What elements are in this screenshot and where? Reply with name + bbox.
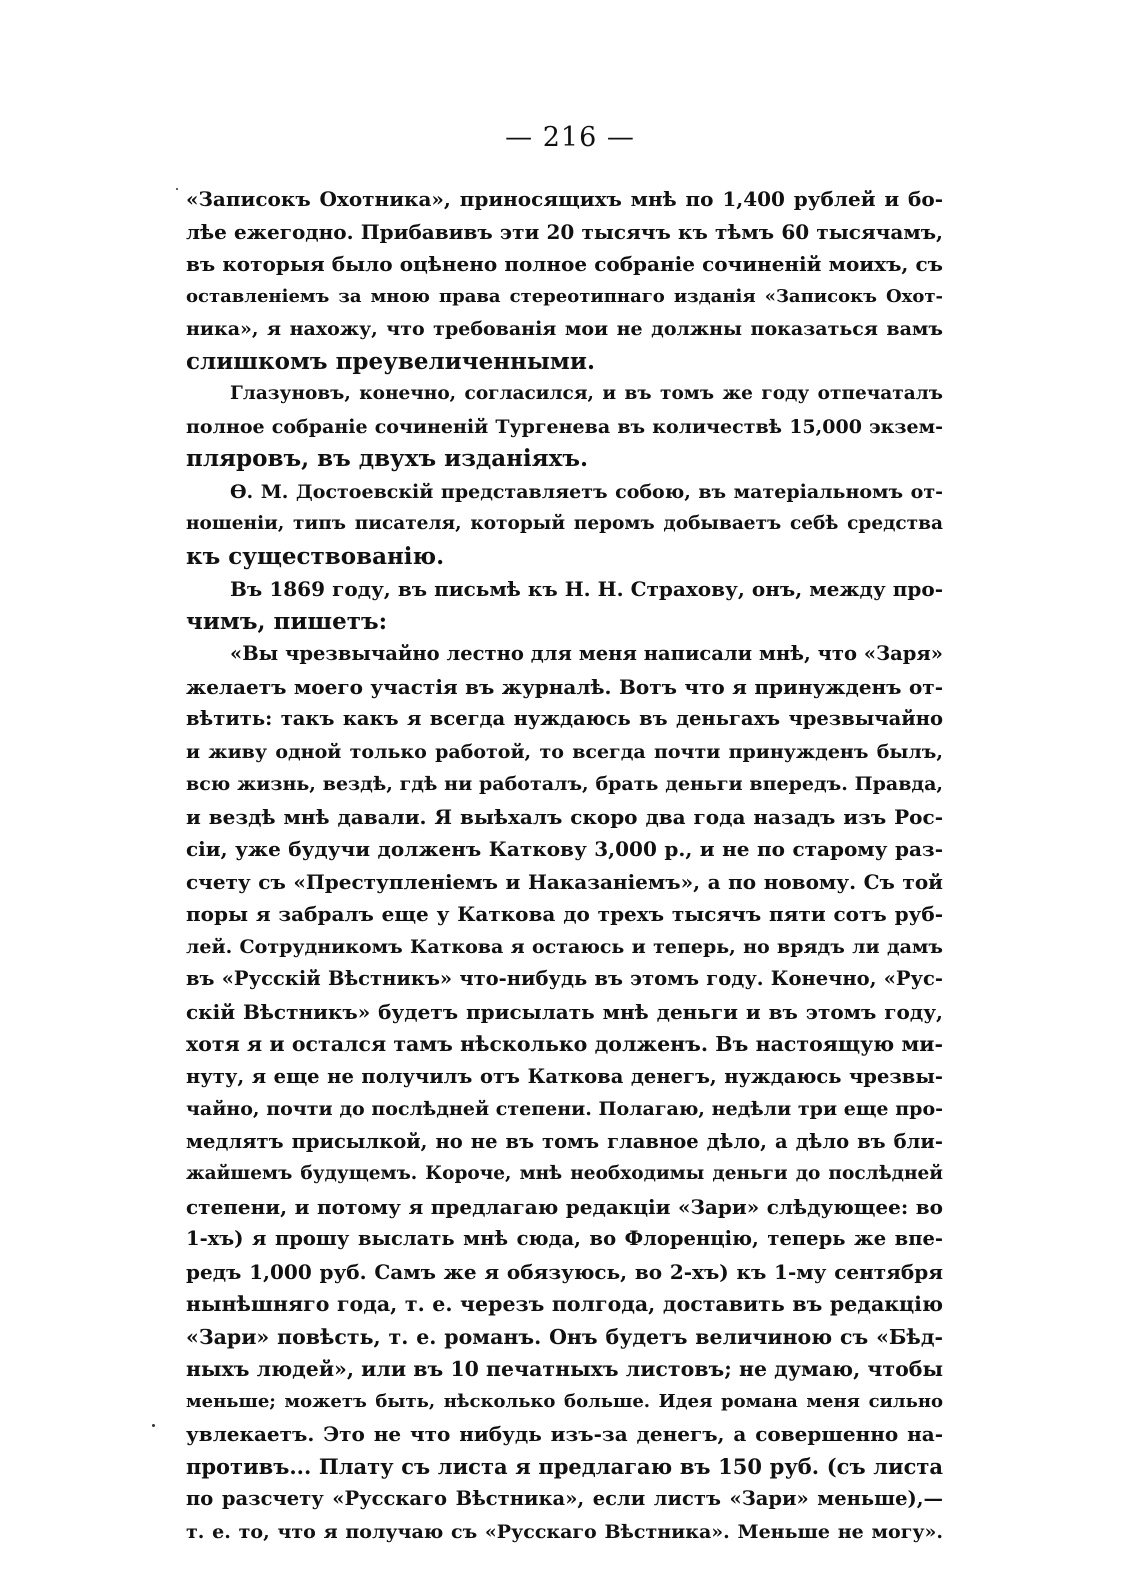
text-line: медлятъ присылкой, но не въ томъ главное дѣло, а дѣло въ бли- xyxy=(186,1129,943,1153)
text-line: ношеніи, типъ писателя, который перомъ добываетъ себѣ средства xyxy=(186,513,943,534)
text-line: вѣтить: такъ какъ я всегда нуждаюсь въ деньгахъ чрезвычайно xyxy=(186,707,943,730)
text-line: лѣе ежегодно. Прибавивъ эти 20 тысячъ къ тѣмъ 60 тысячамъ, xyxy=(186,219,943,244)
body-text xyxy=(186,183,943,1548)
text-line: и вездѣ мнѣ давали. Я выѣхалъ скоро два года назадъ изъ Рос- xyxy=(186,804,943,829)
text-line: увлекаетъ. Это не что нибудь изъ-за денегъ, а совершенно на- xyxy=(186,1422,943,1446)
text-line: полное собраніе сочиненій Тургенева въ количествѣ 15,000 экзем- xyxy=(186,415,943,438)
text-line: меньше; можетъ быть, нѣсколько больше. Идея романа меня сильно xyxy=(186,1390,943,1412)
text-line: всю жизнь, вездѣ, гдѣ ни работалъ, брать деньги впередъ. Правда, xyxy=(186,773,943,795)
text-line: Глазуновъ, конечно, согласился, и въ томъ же году отпечаталъ xyxy=(230,383,943,404)
text-line: хотя я и остался тамъ нѣсколько долженъ. Въ настоящую ми- xyxy=(186,1032,943,1056)
text-line: и живу одной только работой, то всегда почти принужденъ былъ, xyxy=(186,740,943,763)
text-line: нынѣшняго года, т. е. черезъ полгода, доставить въ редакцію xyxy=(186,1292,943,1316)
text-line: счету съ «Преступленіемъ и Наказаніемъ», а по новому. Съ той xyxy=(186,869,943,894)
text-line: чайно, почти до послѣдней степени. Полагаю, недѣли три еще про- xyxy=(186,1098,943,1120)
text-line: въ которыя было оцѣнено полное собраніе сочиненій моихъ, съ xyxy=(186,252,943,276)
text-line: поры я забралъ еще у Каткова до трехъ тысячъ пяти сотъ руб- xyxy=(186,902,943,926)
text-line: т. е. то, что я получаю съ «Русскаго Вѣстника». Меньше не могу». xyxy=(186,1520,943,1543)
scan-speck xyxy=(152,1424,155,1427)
text-line: 1-хъ) я прошу выслать мнѣ сюда, во Флоренцію, теперь же впе- xyxy=(186,1227,943,1250)
text-line: оставленіемъ за мною права стереотипнаго изданія «Записокъ Охот- xyxy=(186,285,943,307)
text-line: лей. Сотрудникомъ Каткова я остаюсь и теперь, но врядъ ли дамъ xyxy=(186,935,943,958)
text-line: сіи, уже будучи долженъ Каткову 3,000 р., и не по старому раз- xyxy=(186,837,943,861)
text-line: «Зари» повѣсть, т. е. романъ. Онъ будетъ величиною съ «Бѣд- xyxy=(186,1324,943,1349)
text-line: Въ 1869 году, въ письмѣ къ Н. Н. Страхову, онъ, между про- xyxy=(230,577,943,601)
page-number: — 216 — xyxy=(505,122,635,153)
text-line: противъ... Плату съ листа я предлагаю въ 150 руб. (съ листа xyxy=(186,1453,943,1479)
text-line: въ «Русскій Вѣстникъ» что-нибудь въ этомъ году. Конечно, «Рус- xyxy=(186,967,943,990)
scan-speck xyxy=(176,188,178,190)
text-line: ника», я нахожу, что требованія мои не должны показаться вамъ xyxy=(186,318,943,340)
text-line: Ѳ. М. Достоевскій представляетъ собою, въ матеріальномъ от- xyxy=(230,480,943,503)
text-line: жайшемъ будущемъ. Короче, мнѣ необходимы деньги до послѣдней xyxy=(186,1163,943,1184)
text-line: пляровъ, въ двухъ изданіяхъ. xyxy=(186,445,589,472)
text-line: редъ 1,000 руб. Самъ же я обязуюсь, во 2-хъ) къ 1-му сентября xyxy=(186,1259,943,1284)
text-line: чимъ, пишетъ: xyxy=(186,607,388,635)
text-line: слишкомъ преувеличенными. xyxy=(186,347,595,375)
text-line: «Вы чрезвычайно лестно для меня написали мнѣ, что «Заря» xyxy=(230,642,943,665)
text-line: къ существованію. xyxy=(186,542,445,570)
text-line: ныхъ людей», или въ 10 печатныхъ листовъ; не думаю, чтобы xyxy=(186,1357,943,1381)
text-line: степени, и потому я предлагаю редакціи «Зари» слѣдующее: во xyxy=(186,1194,943,1219)
text-line: нуту, я еще не получилъ отъ Каткова денегъ, нуждаюсь чрезвы- xyxy=(186,1064,943,1088)
text-line: «Записокъ Охотника», приносящихъ мнѣ по 1,400 рублей и бо- xyxy=(186,187,943,211)
text-line: по разсчету «Русскаго Вѣстника», если листъ «Зари» меньше),— xyxy=(186,1487,943,1510)
text-line: скій Вѣстникъ» будетъ присылать мнѣ деньги и въ этомъ году, xyxy=(186,999,943,1024)
text-line: желаетъ моего участія въ журналѣ. Вотъ что я принужденъ от- xyxy=(186,674,943,699)
